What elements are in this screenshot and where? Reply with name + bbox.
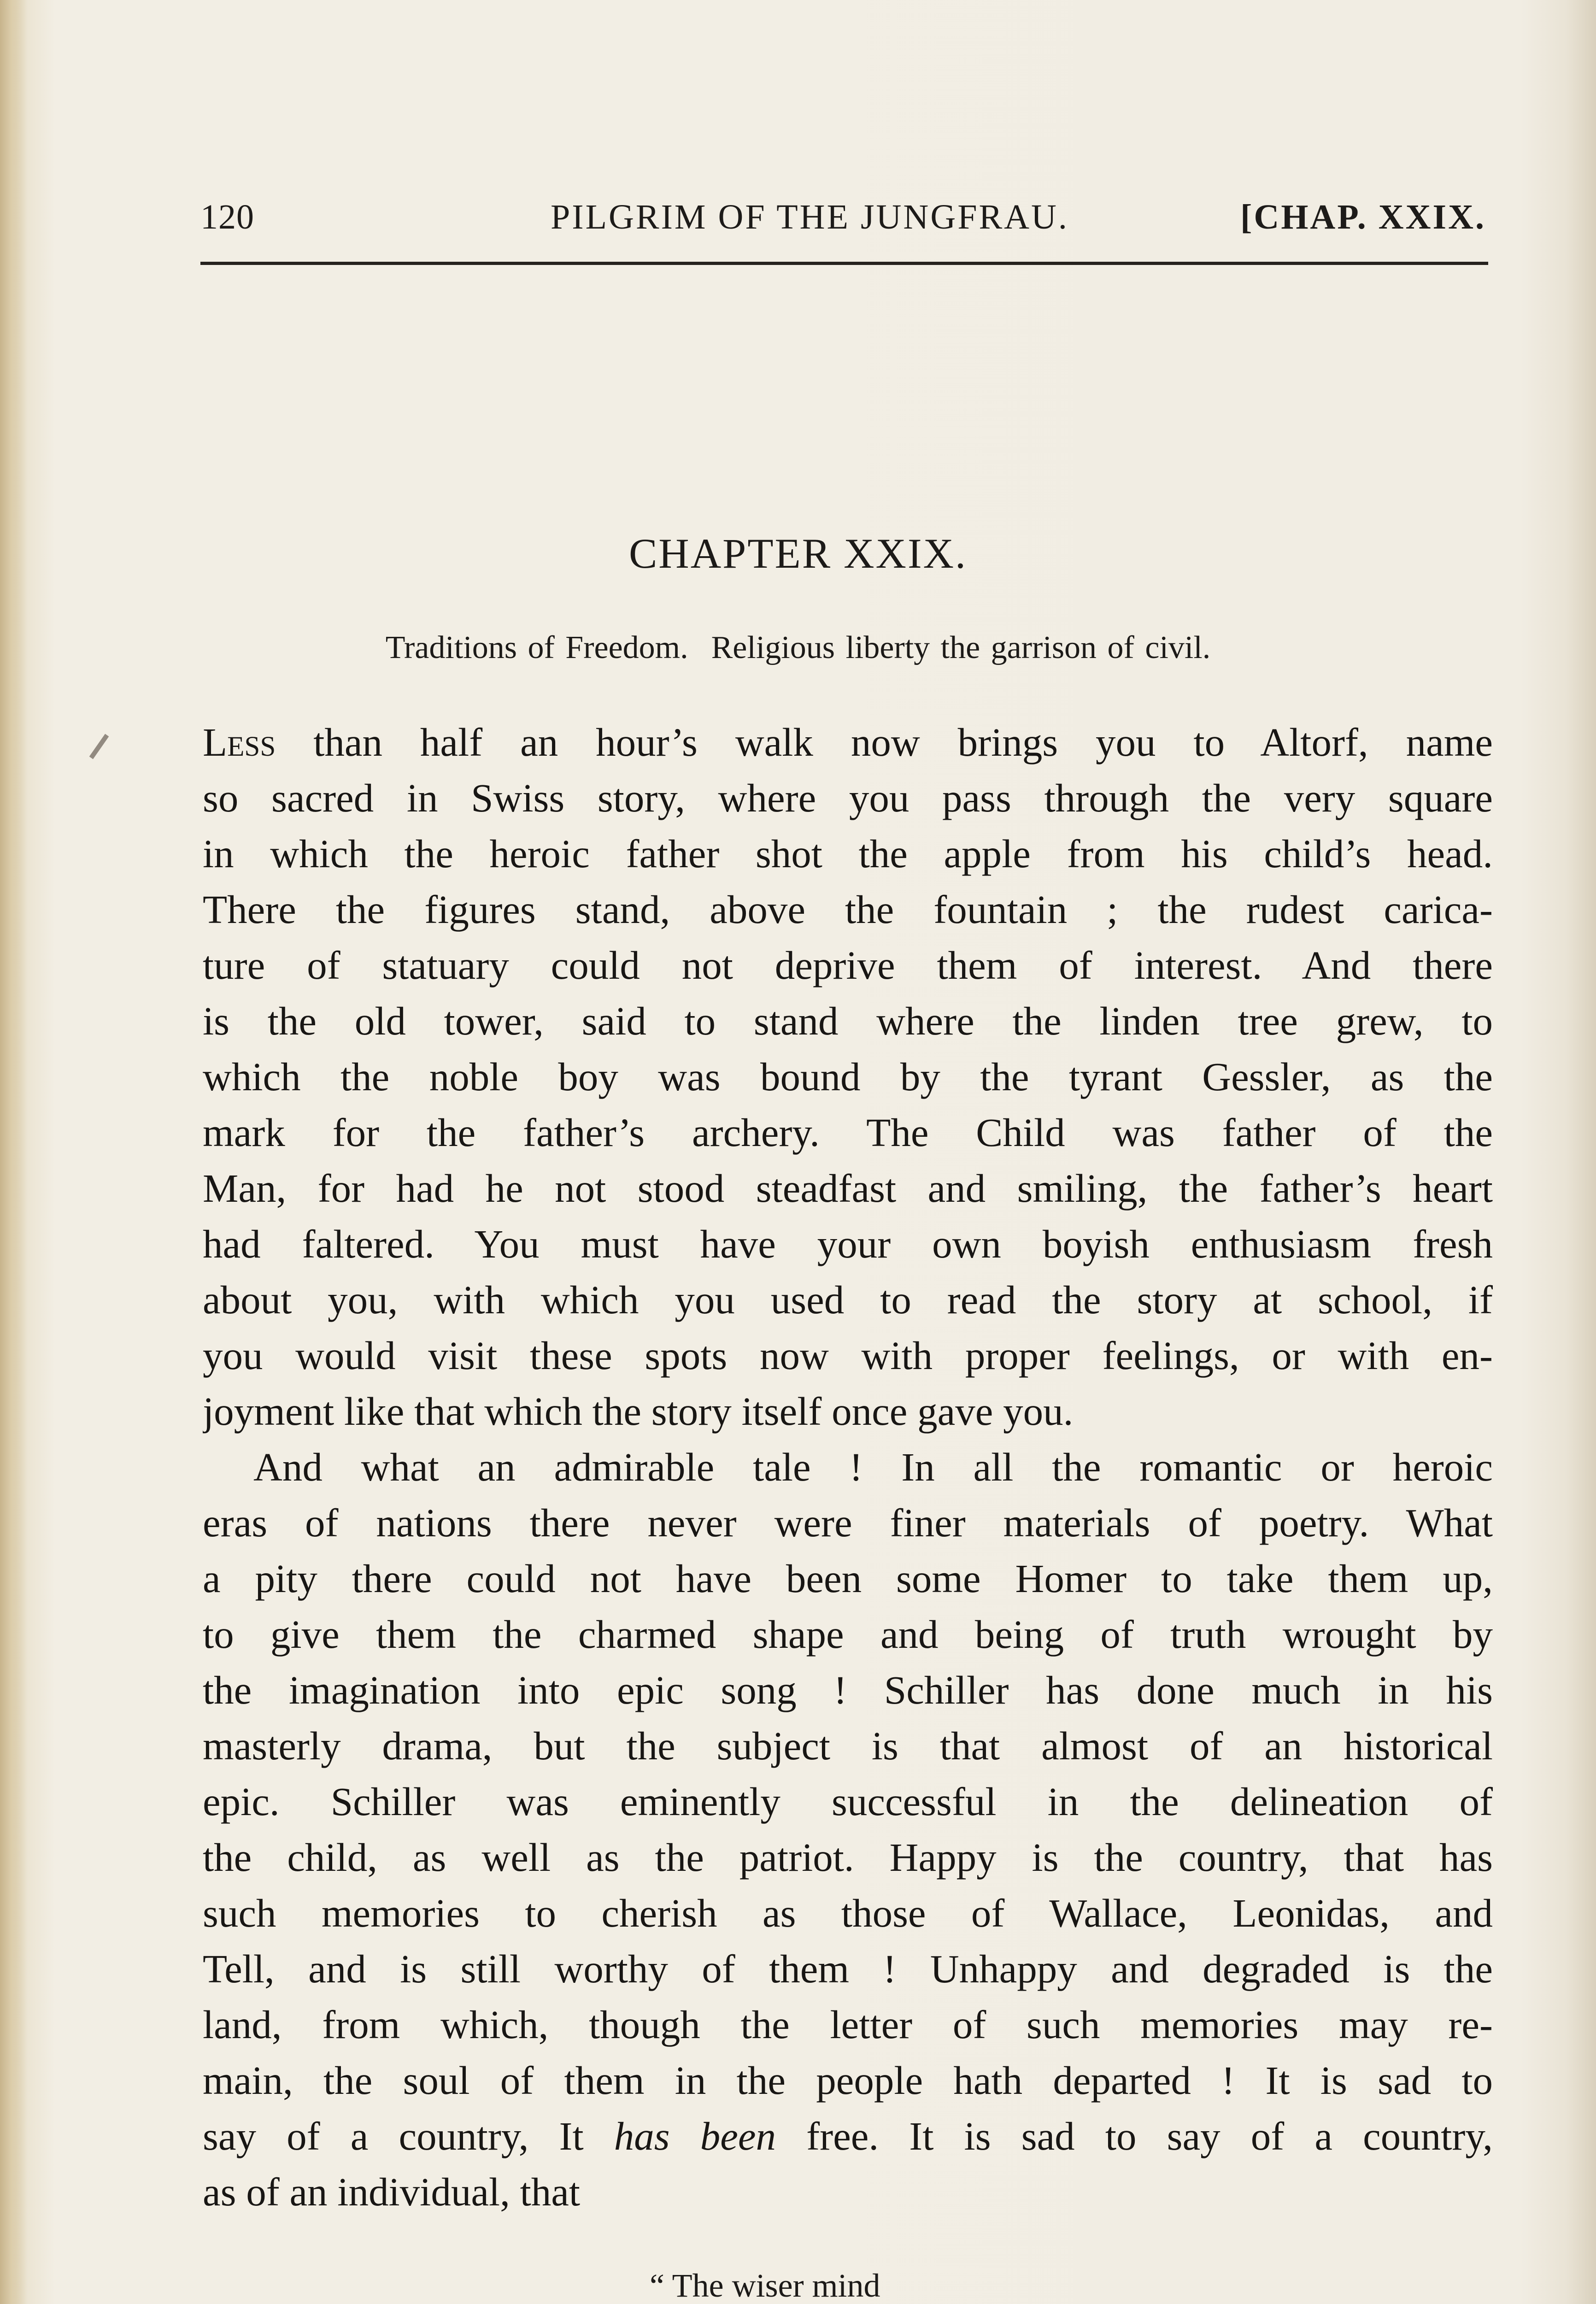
chapter-summary-part-2: Religious liberty the garrison of civil. — [711, 630, 1211, 665]
text-line-content: than half an hour’s walk now brings you to Altorf, name — [276, 720, 1493, 764]
text-line: in which the heroic father shot the apple from his child’s head. — [203, 831, 1493, 876]
verse-line: “ The wiser mind — [650, 2267, 880, 2304]
text-line: ture of statuary could not deprive them of interest. And there — [203, 943, 1493, 987]
text-line: the child, as well as the patriot. Happy is the country, that has — [203, 1835, 1493, 1880]
text-line: Tell, and is still worthy of them ! Unhappy and degraded is the — [203, 1946, 1493, 1991]
text-line: eras of nations there never were finer materials of poetry. What — [203, 1500, 1493, 1545]
text-line: is the old tower, said to stand where the linden tree grew, to — [203, 999, 1493, 1043]
chapter-summary-part-1: Traditions of Freedom. — [385, 630, 688, 665]
text-line: Man, for had he not stood steadfast and smiling, the father’s heart — [203, 1166, 1493, 1211]
chapter-reference: [CHAP. XXIX. — [1240, 198, 1486, 236]
text-line: joyment like that which the story itself once gave you. — [203, 1389, 1074, 1434]
body-text — [203, 714, 1493, 2220]
text-line — [203, 714, 1493, 770]
text-line: mark for the father’s archery. The Child was father of the — [203, 1110, 1493, 1155]
pencil-mark — [89, 734, 109, 759]
text-line: you would visit these spots now with proper feelings, or with en- — [203, 1333, 1493, 1378]
italic-phrase: has been — [614, 2114, 776, 2158]
text-line: a pity there could not have been some Homer to take them up, — [203, 1556, 1493, 1601]
text-line: to give them the charmed shape and being of truth wrought by — [203, 1612, 1493, 1657]
text-line-segment: free. It is sad to say of a country, — [776, 2114, 1493, 2158]
header-rule — [200, 262, 1488, 265]
text-line: as of an individual, that — [203, 2169, 581, 2214]
text-line-segment: say of a country, It — [203, 2114, 614, 2158]
page-number: 120 — [200, 198, 254, 236]
text-line: had faltered. You must have your own boyish enthusiasm fresh — [203, 1222, 1493, 1266]
drop-word: Less — [203, 720, 276, 764]
running-header — [200, 197, 1486, 243]
text-line: the imagination into epic song ! Schiller has done much in his — [203, 1668, 1493, 1712]
text-line: And what an admirable tale ! In all the romantic or heroic — [253, 1445, 1493, 1489]
text-line: about you, with which you used to read the story at school, if — [203, 1277, 1493, 1322]
text-line: main, the soul of them in the people hath departed ! It is sad to — [203, 2058, 1493, 2103]
chapter-heading: CHAPTER XXIX. — [628, 530, 968, 577]
text-line: which the noble boy was bound by the tyrant Gessler, as the — [203, 1054, 1493, 1099]
text-line: There the figures stand, above the fountain ; the rudest carica- — [203, 887, 1493, 932]
page-binding-edge — [0, 0, 28, 2304]
text-line — [203, 2108, 1493, 2164]
text-line: masterly drama, but the subject is that almost of an historical — [203, 1723, 1493, 1768]
text-line: so sacred in Swiss story, where you pass through the very square — [203, 776, 1493, 820]
text-line: such memories to cherish as those of Wallace, Leonidas, and — [203, 1891, 1493, 1935]
text-line: epic. Schiller was eminently successful in the delineation of — [203, 1779, 1493, 1824]
chapter-summary — [0, 629, 1596, 666]
running-title: PILGRIM OF THE JUNGFRAU. — [551, 198, 1069, 236]
text-line: land, from which, though the letter of such memories may re- — [203, 2002, 1493, 2047]
